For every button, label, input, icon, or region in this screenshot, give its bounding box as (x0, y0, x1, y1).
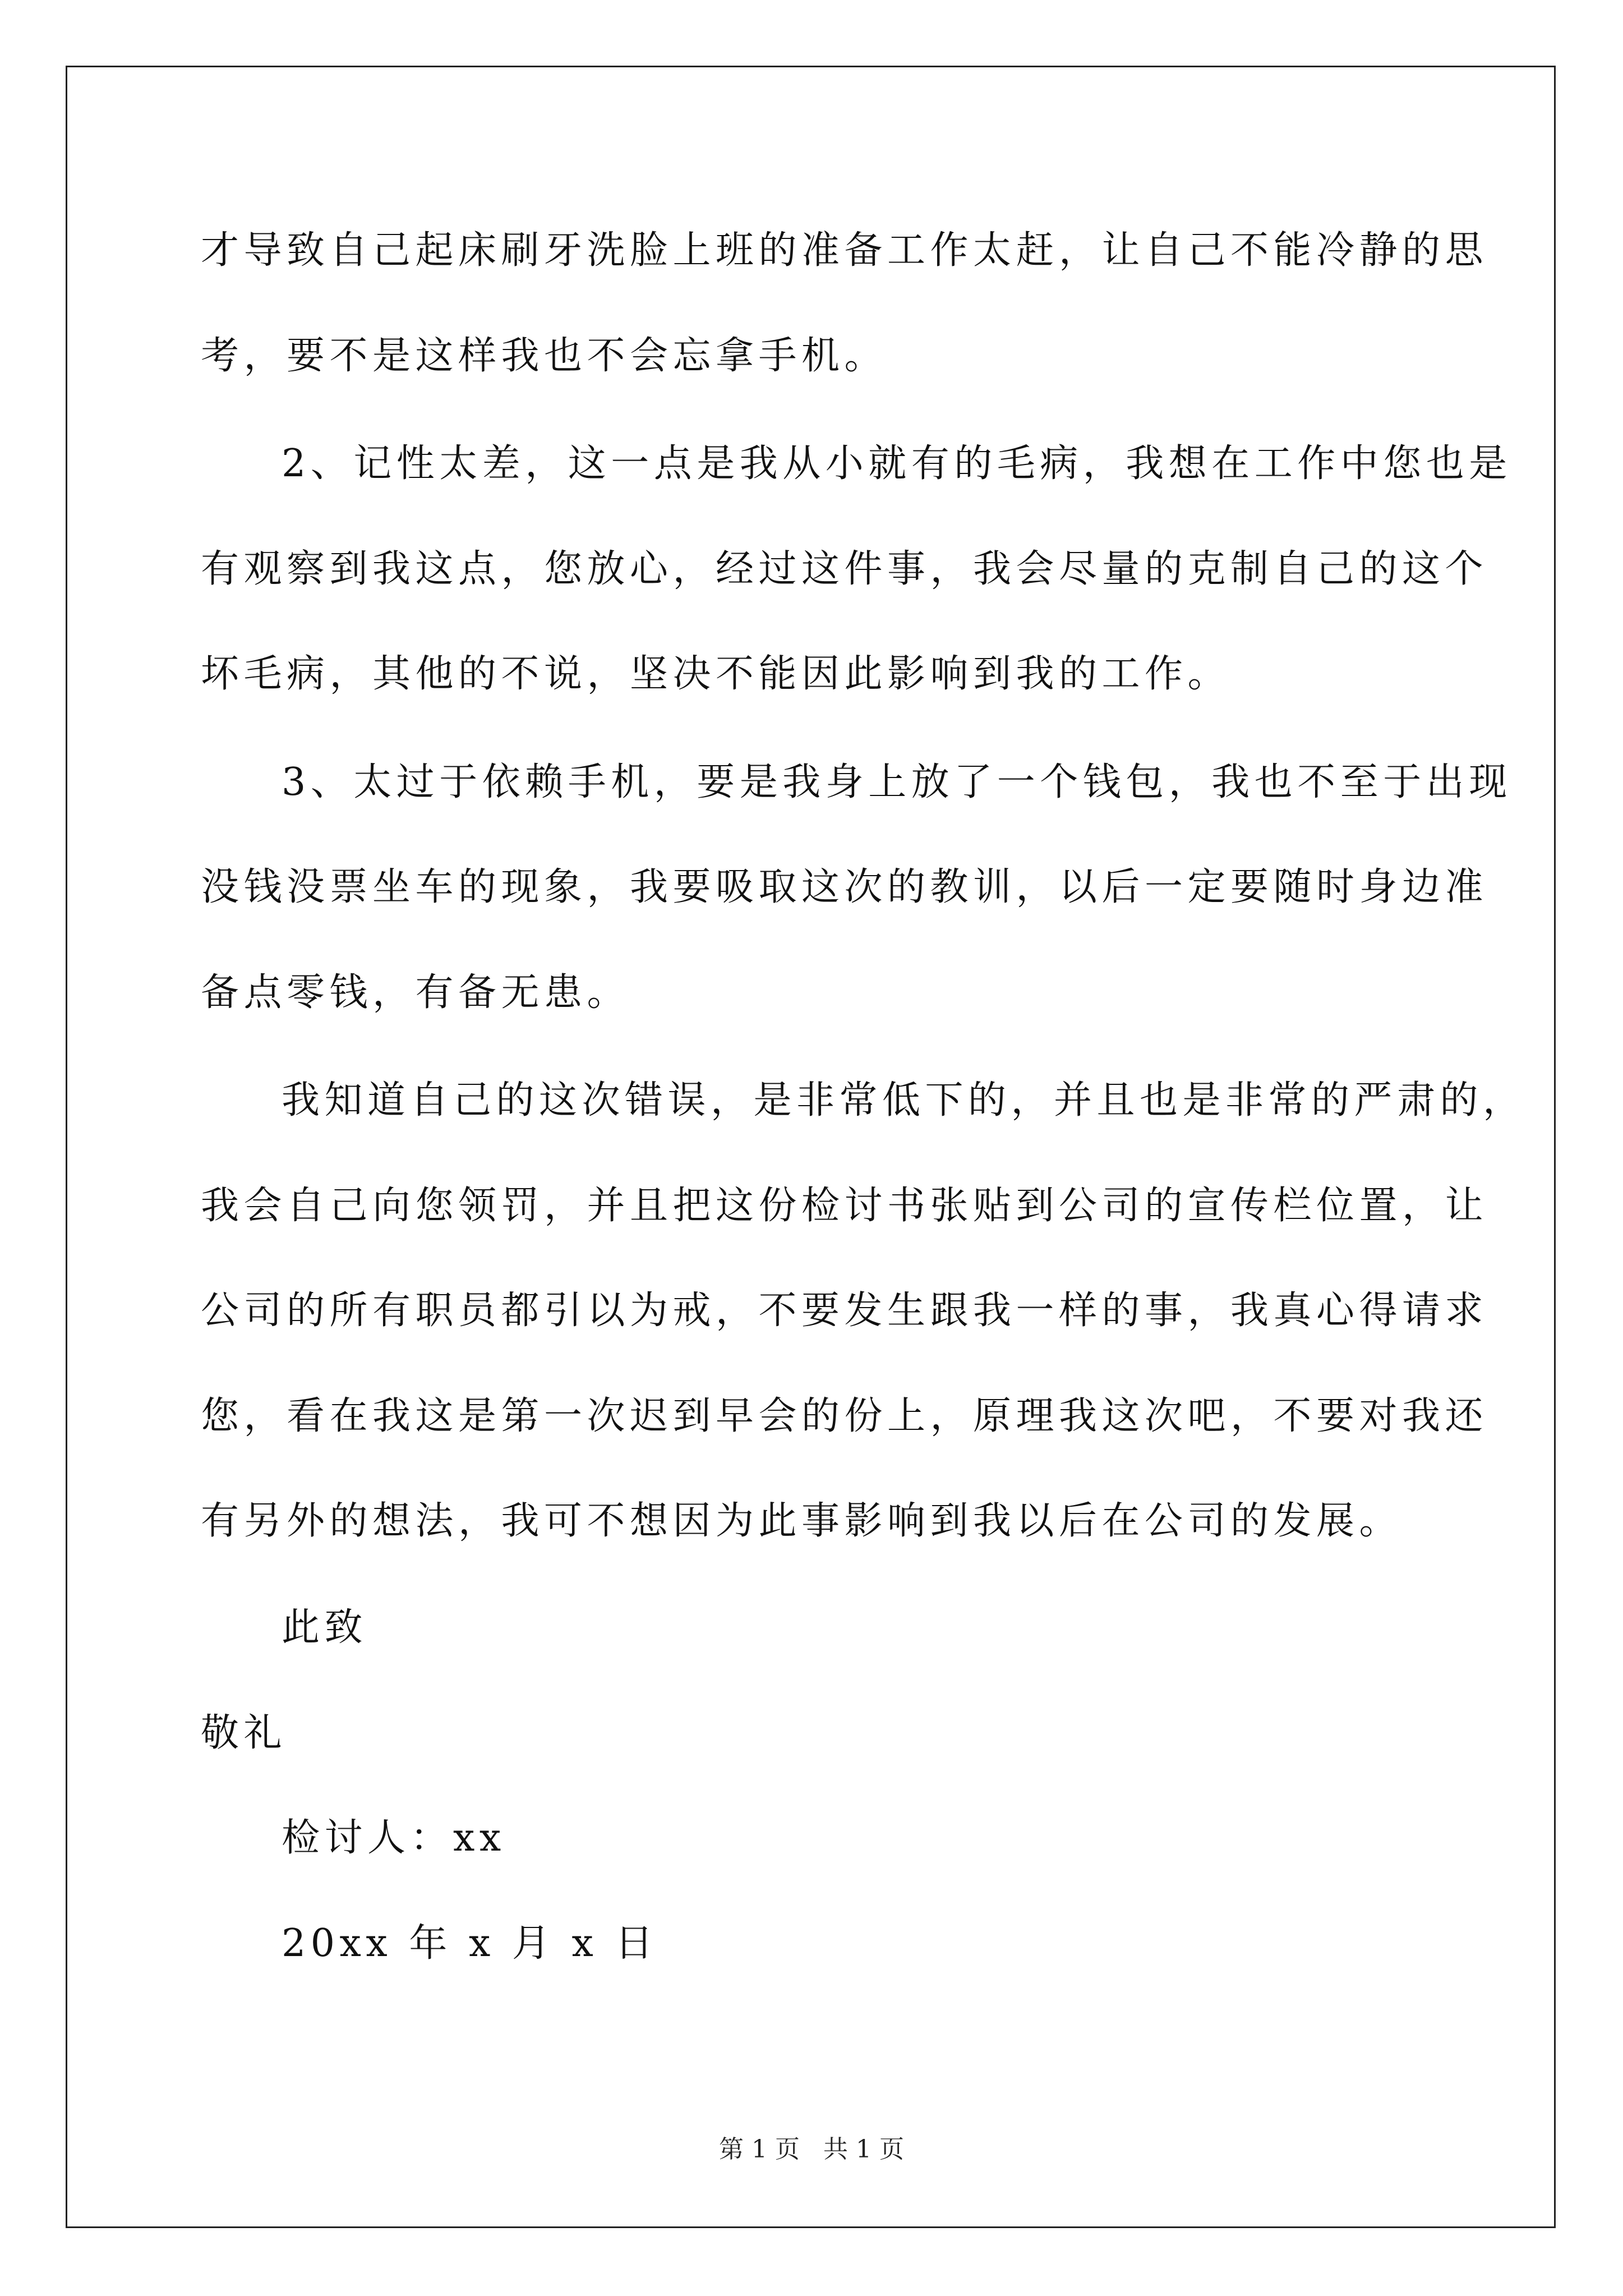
text-line: 才导致自己起床刷牙洗脸上班的准备工作太赶，让自己不能冷静的思 (201, 228, 1488, 273)
text-line: 您，看在我这是第一次迟到早会的份上，原理我这次吧，不要对我还 (201, 1394, 1488, 1438)
page-number: 第 1 页 (719, 2135, 800, 2164)
text-line: 备点零钱，有备无患。 (201, 970, 630, 1015)
page-footer (0, 2133, 1623, 2166)
list-item-3: 3、太过于依赖手机，要是我身上放了一个钱包，我也不至于出现 (282, 760, 1512, 804)
page-border (66, 66, 1556, 2228)
text-line: 坏毛病，其他的不说，坚决不能因此影响到我的工作。 (201, 652, 1231, 696)
text-line: 公司的所有职员都引以为戒，不要发生跟我一样的事，我真心得请求 (201, 1289, 1488, 1333)
closing-regards: 敬礼 (201, 1711, 287, 1755)
closing-salutation: 此致 (282, 1605, 368, 1650)
text-line: 有观察到我这点，您放心，经过这件事，我会尽量的克制自己的这个 (201, 547, 1488, 591)
paragraph-start: 我知道自己的这次错误，是非常低下的，并且也是非常的严肃的， (282, 1078, 1526, 1122)
page-total: 共 1 页 (823, 2135, 904, 2164)
signature-line: 检讨人：xx (282, 1816, 506, 1860)
list-item-2: 2、记性太差，这一点是我从小就有的毛病，我想在工作中您也是 (282, 441, 1512, 486)
text-line: 考，要不是这样我也不会忘拿手机。 (201, 334, 888, 378)
text-line: 没钱没票坐车的现象，我要吸取这次的教训，以后一定要随时身边准 (201, 865, 1488, 909)
text-line: 我会自己向您领罚，并且把这份检讨书张贴到公司的宣传栏位置，让 (201, 1184, 1488, 1228)
text-line: 有另外的想法，我可不想因为此事影响到我以后在公司的发展。 (201, 1499, 1403, 1543)
date-line: 20xx 年 x 月 x 日 (282, 1921, 658, 1966)
